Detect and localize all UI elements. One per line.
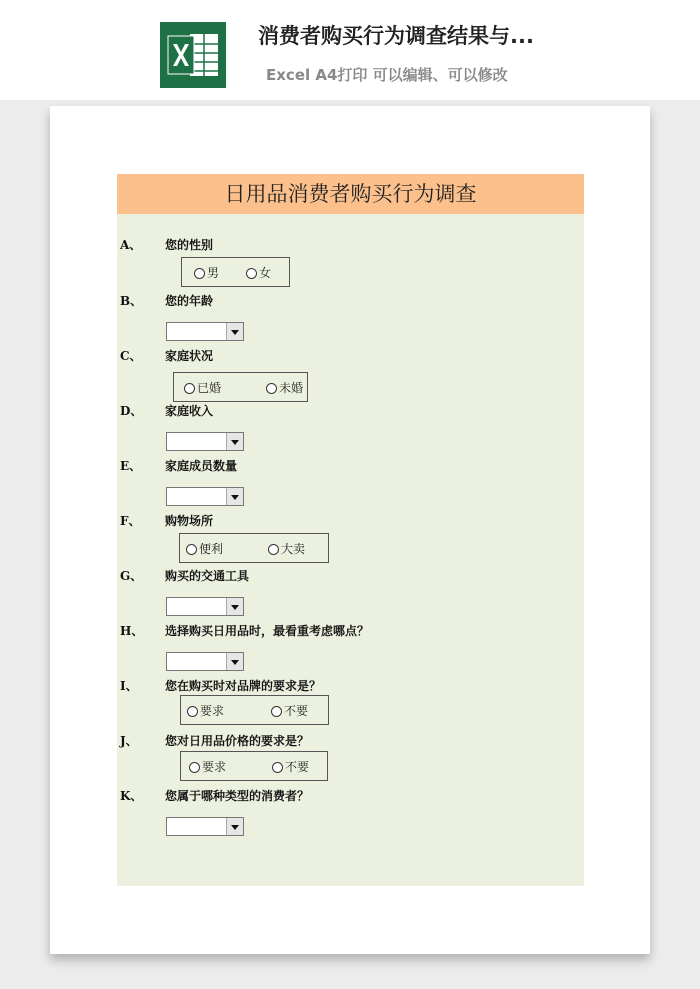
dropdown-button[interactable] (226, 818, 243, 835)
question-c-option-2[interactable] (266, 379, 303, 396)
question-h-letter: H、 (120, 624, 144, 638)
question-b-dropdown[interactable] (166, 322, 244, 341)
question-i-option-1[interactable] (187, 702, 224, 719)
question-h-dropdown[interactable] (166, 652, 244, 671)
radio-button-icon[interactable] (268, 544, 279, 555)
question-j-option-label: 不要 (285, 760, 310, 774)
question-a-text: 您的性别 (165, 238, 214, 252)
question-c-text: 家庭状况 (165, 349, 214, 363)
question-f-option-label: 大卖 (281, 542, 306, 556)
question-i-letter: I、 (120, 679, 138, 693)
radio-button-icon[interactable] (189, 762, 200, 773)
question-k-dropdown[interactable] (166, 817, 244, 836)
radio-button-icon[interactable] (271, 706, 282, 717)
radio-button-icon[interactable] (186, 544, 197, 555)
question-f-text: 购物场所 (165, 514, 214, 528)
radio-button-icon[interactable] (184, 383, 195, 394)
question-a-option-2[interactable] (246, 264, 271, 281)
question-g-letter: G、 (120, 569, 143, 583)
question-i-option-label: 不要 (284, 704, 309, 718)
dropdown-button[interactable] (226, 433, 243, 450)
question-h-text: 选择购买日用品时，最看重考虑哪点？ (165, 624, 370, 638)
chevron-down-icon (231, 495, 239, 500)
question-d-text: 家庭收入 (165, 404, 214, 418)
question-j-option-2[interactable] (272, 758, 309, 775)
question-e-text: 家庭成员数量 (165, 459, 238, 473)
question-c-option-1[interactable] (184, 379, 221, 396)
radio-button-icon[interactable] (187, 706, 198, 717)
question-f-option-1[interactable] (186, 540, 223, 557)
question-g-text: 购买的交通工具 (165, 569, 250, 583)
radio-button-icon[interactable] (266, 383, 277, 394)
question-c-option-label: 已婚 (197, 381, 222, 395)
question-i-option-2[interactable] (271, 702, 308, 719)
dropdown-button[interactable] (226, 598, 243, 615)
question-j-option-label: 要求 (202, 760, 227, 774)
question-e-letter: E、 (120, 459, 142, 473)
question-f-letter: F、 (120, 514, 141, 528)
radio-button-icon[interactable] (246, 268, 257, 279)
question-j-letter: J、 (120, 734, 138, 748)
question-e-dropdown[interactable] (166, 487, 244, 506)
question-i-option-label: 要求 (200, 704, 225, 718)
radio-button-icon[interactable] (272, 762, 283, 773)
question-a-option-label: 女 (259, 266, 272, 280)
dropdown-button[interactable] (226, 488, 243, 505)
question-i-radio-group (180, 695, 329, 725)
chevron-down-icon (231, 330, 239, 335)
question-j-text: 您对日用品价格的要求是？ (165, 734, 310, 748)
dropdown-button[interactable] (226, 323, 243, 340)
question-j-option-1[interactable] (189, 758, 226, 775)
question-f-option-label: 便利 (199, 542, 224, 556)
question-d-letter: D、 (120, 404, 143, 418)
header (0, 0, 700, 100)
question-c-option-label: 未婚 (279, 381, 304, 395)
question-c-radio-group (173, 372, 308, 402)
question-k-text: 您属于哪种类型的消费者？ (165, 789, 310, 803)
question-j-radio-group (180, 751, 328, 781)
document-subtitle: Excel A4打印 可以编辑、可以修改 (266, 66, 508, 84)
question-i-text: 您在购买时对品牌的要求是？ (165, 679, 322, 693)
question-c-letter: C、 (120, 349, 142, 363)
dropdown-button[interactable] (226, 653, 243, 670)
survey-sheet (117, 174, 584, 886)
question-a-option-label: 男 (207, 266, 220, 280)
question-f-option-2[interactable] (268, 540, 305, 557)
chevron-down-icon (231, 440, 239, 445)
chevron-down-icon (231, 660, 239, 665)
question-g-dropdown[interactable] (166, 597, 244, 616)
excel-icon (160, 22, 226, 88)
question-d-dropdown[interactable] (166, 432, 244, 451)
question-b-text: 您的年龄 (165, 294, 214, 308)
document-title: 消费者购买行为调查结果与... (258, 24, 534, 48)
question-a-radio-group (181, 257, 290, 287)
question-k-letter: K、 (120, 789, 143, 803)
question-a-letter: A、 (120, 238, 142, 252)
radio-button-icon[interactable] (194, 268, 205, 279)
survey-title: 日用品消费者购买行为调查 (117, 174, 584, 214)
question-a-option-1[interactable] (194, 264, 219, 281)
chevron-down-icon (231, 825, 239, 830)
chevron-down-icon (231, 605, 239, 610)
question-f-radio-group (179, 533, 329, 563)
question-b-letter: B、 (120, 294, 143, 308)
